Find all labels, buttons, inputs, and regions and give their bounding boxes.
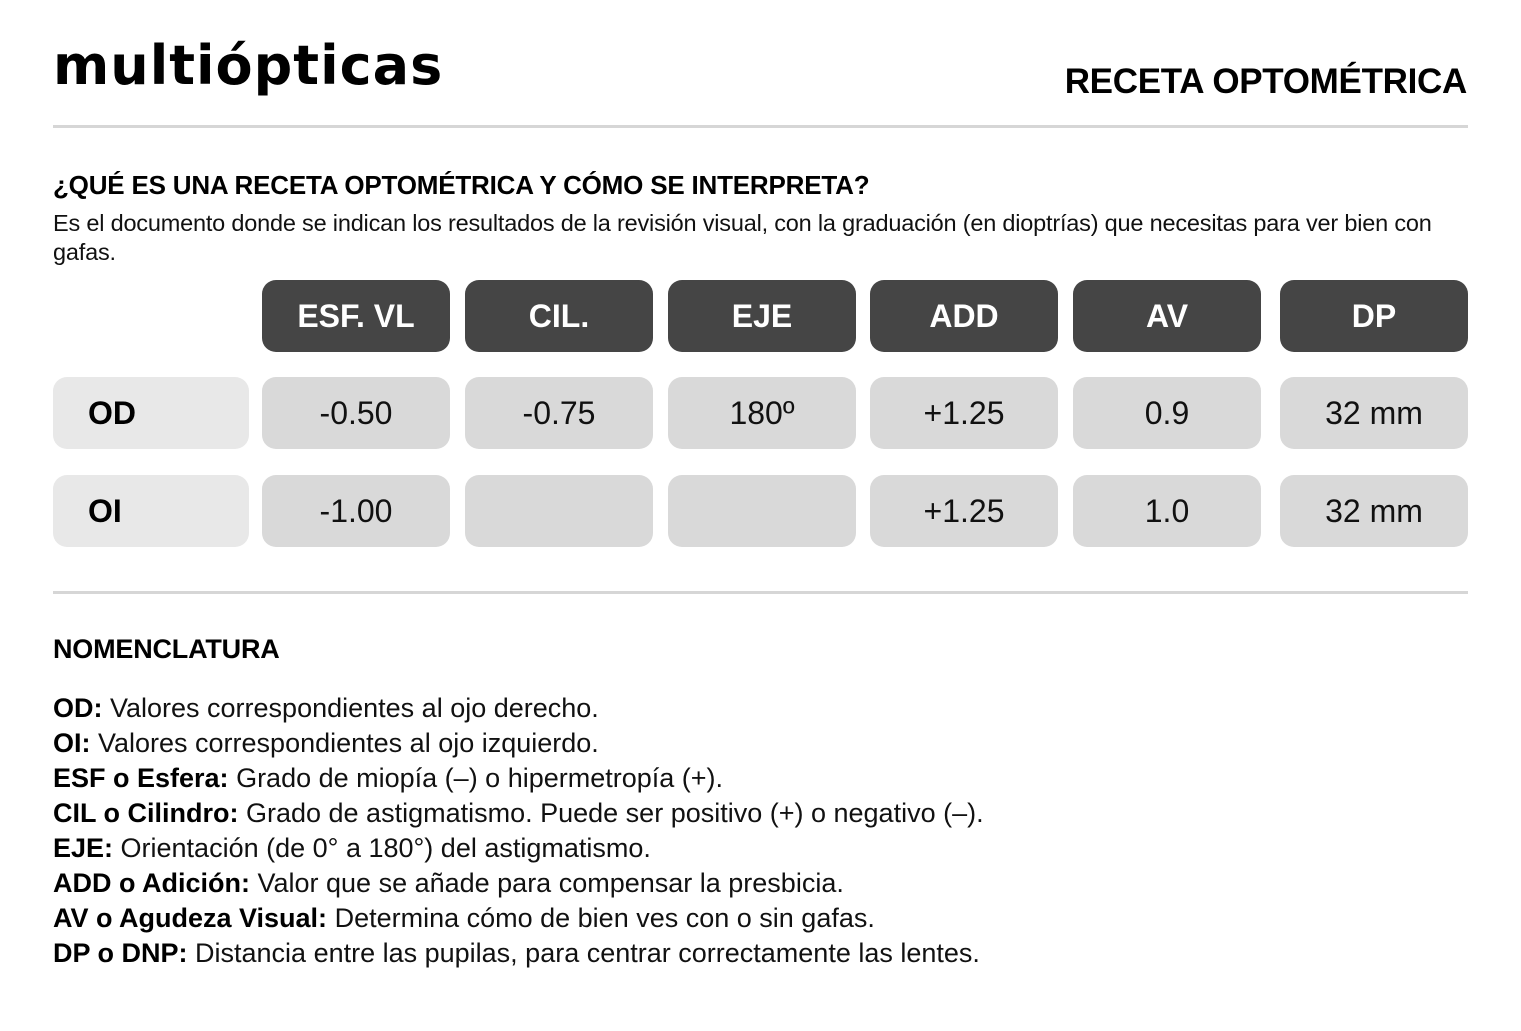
row-label-od: OD xyxy=(53,377,249,449)
term: AV o Agudeza Visual: xyxy=(53,903,328,933)
column-header-av: AV xyxy=(1073,280,1261,352)
column-header-cil: CIL. xyxy=(465,280,653,352)
od-eje-value: 180º xyxy=(668,377,856,449)
od-add-value: +1.25 xyxy=(870,377,1058,449)
nomenclature-item-av xyxy=(53,901,984,936)
nomenclature-item-od xyxy=(53,691,984,726)
oi-cil-value xyxy=(465,475,653,547)
nomenclature-item-cil xyxy=(53,796,984,831)
term: CIL o Cilindro: xyxy=(53,798,239,828)
definition: Valores correspondientes al ojo izquierdo. xyxy=(90,728,599,758)
nomenclature-item-esf xyxy=(53,761,984,796)
row-label-oi: OI xyxy=(53,475,249,547)
definition: Valores correspondientes al ojo derecho. xyxy=(102,693,599,723)
od-dp-value: 32 mm xyxy=(1280,377,1468,449)
od-esf-value: -0.50 xyxy=(262,377,450,449)
nomenclature-item-oi xyxy=(53,726,984,761)
nomenclature-list xyxy=(53,691,984,971)
column-header-esf: ESF. VL xyxy=(262,280,450,352)
document-title: RECETA OPTOMÉTRICA xyxy=(1064,62,1467,101)
nomenclature-heading: NOMENCLATURA xyxy=(53,634,280,664)
od-av-value: 0.9 xyxy=(1073,377,1261,449)
term: ESF o Esfera: xyxy=(53,763,229,793)
term: ADD o Adición: xyxy=(53,868,250,898)
od-cil-value: -0.75 xyxy=(465,377,653,449)
term: OI: xyxy=(53,728,91,758)
header-divider xyxy=(53,125,1468,128)
table-divider xyxy=(53,591,1468,594)
oi-av-value: 1.0 xyxy=(1073,475,1261,547)
column-header-dp: DP xyxy=(1280,280,1468,352)
nomenclature-item-dp xyxy=(53,936,984,971)
column-header-eje: EJE xyxy=(668,280,856,352)
brand-logo: multiópticas xyxy=(53,34,444,97)
definition: Grado de astigmatismo. Puede ser positivo (+) o negativo (–). xyxy=(238,798,984,828)
nomenclature-item-eje xyxy=(53,831,984,866)
intro-heading: ¿QUÉ ES UNA RECETA OPTOMÉTRICA Y CÓMO SE INTERPRETA? xyxy=(53,170,870,200)
definition: Grado de miopía (–) o hipermetropía (+). xyxy=(228,763,724,793)
definition: Orientación (de 0° a 180°) del astigmatismo. xyxy=(113,833,651,863)
term: EJE: xyxy=(53,833,114,863)
nomenclature-item-add xyxy=(53,866,984,901)
oi-add-value: +1.25 xyxy=(870,475,1058,547)
oi-dp-value: 32 mm xyxy=(1280,475,1468,547)
column-header-add: ADD xyxy=(870,280,1058,352)
definition: Valor que se añade para compensar la presbicia. xyxy=(249,868,844,898)
intro-text: Es el documento donde se indican los resultados de la revisión visual, con la graduación (en dioptrías) que necesitas para ver bien con gafas. xyxy=(53,210,1432,265)
oi-esf-value: -1.00 xyxy=(262,475,450,547)
definition: Distancia entre las pupilas, para centrar correctamente las lentes. xyxy=(187,938,980,968)
term: DP o DNP: xyxy=(53,938,188,968)
definition: Determina cómo de bien ves con o sin gafas. xyxy=(327,903,875,933)
term: OD: xyxy=(53,693,103,723)
oi-eje-value xyxy=(668,475,856,547)
